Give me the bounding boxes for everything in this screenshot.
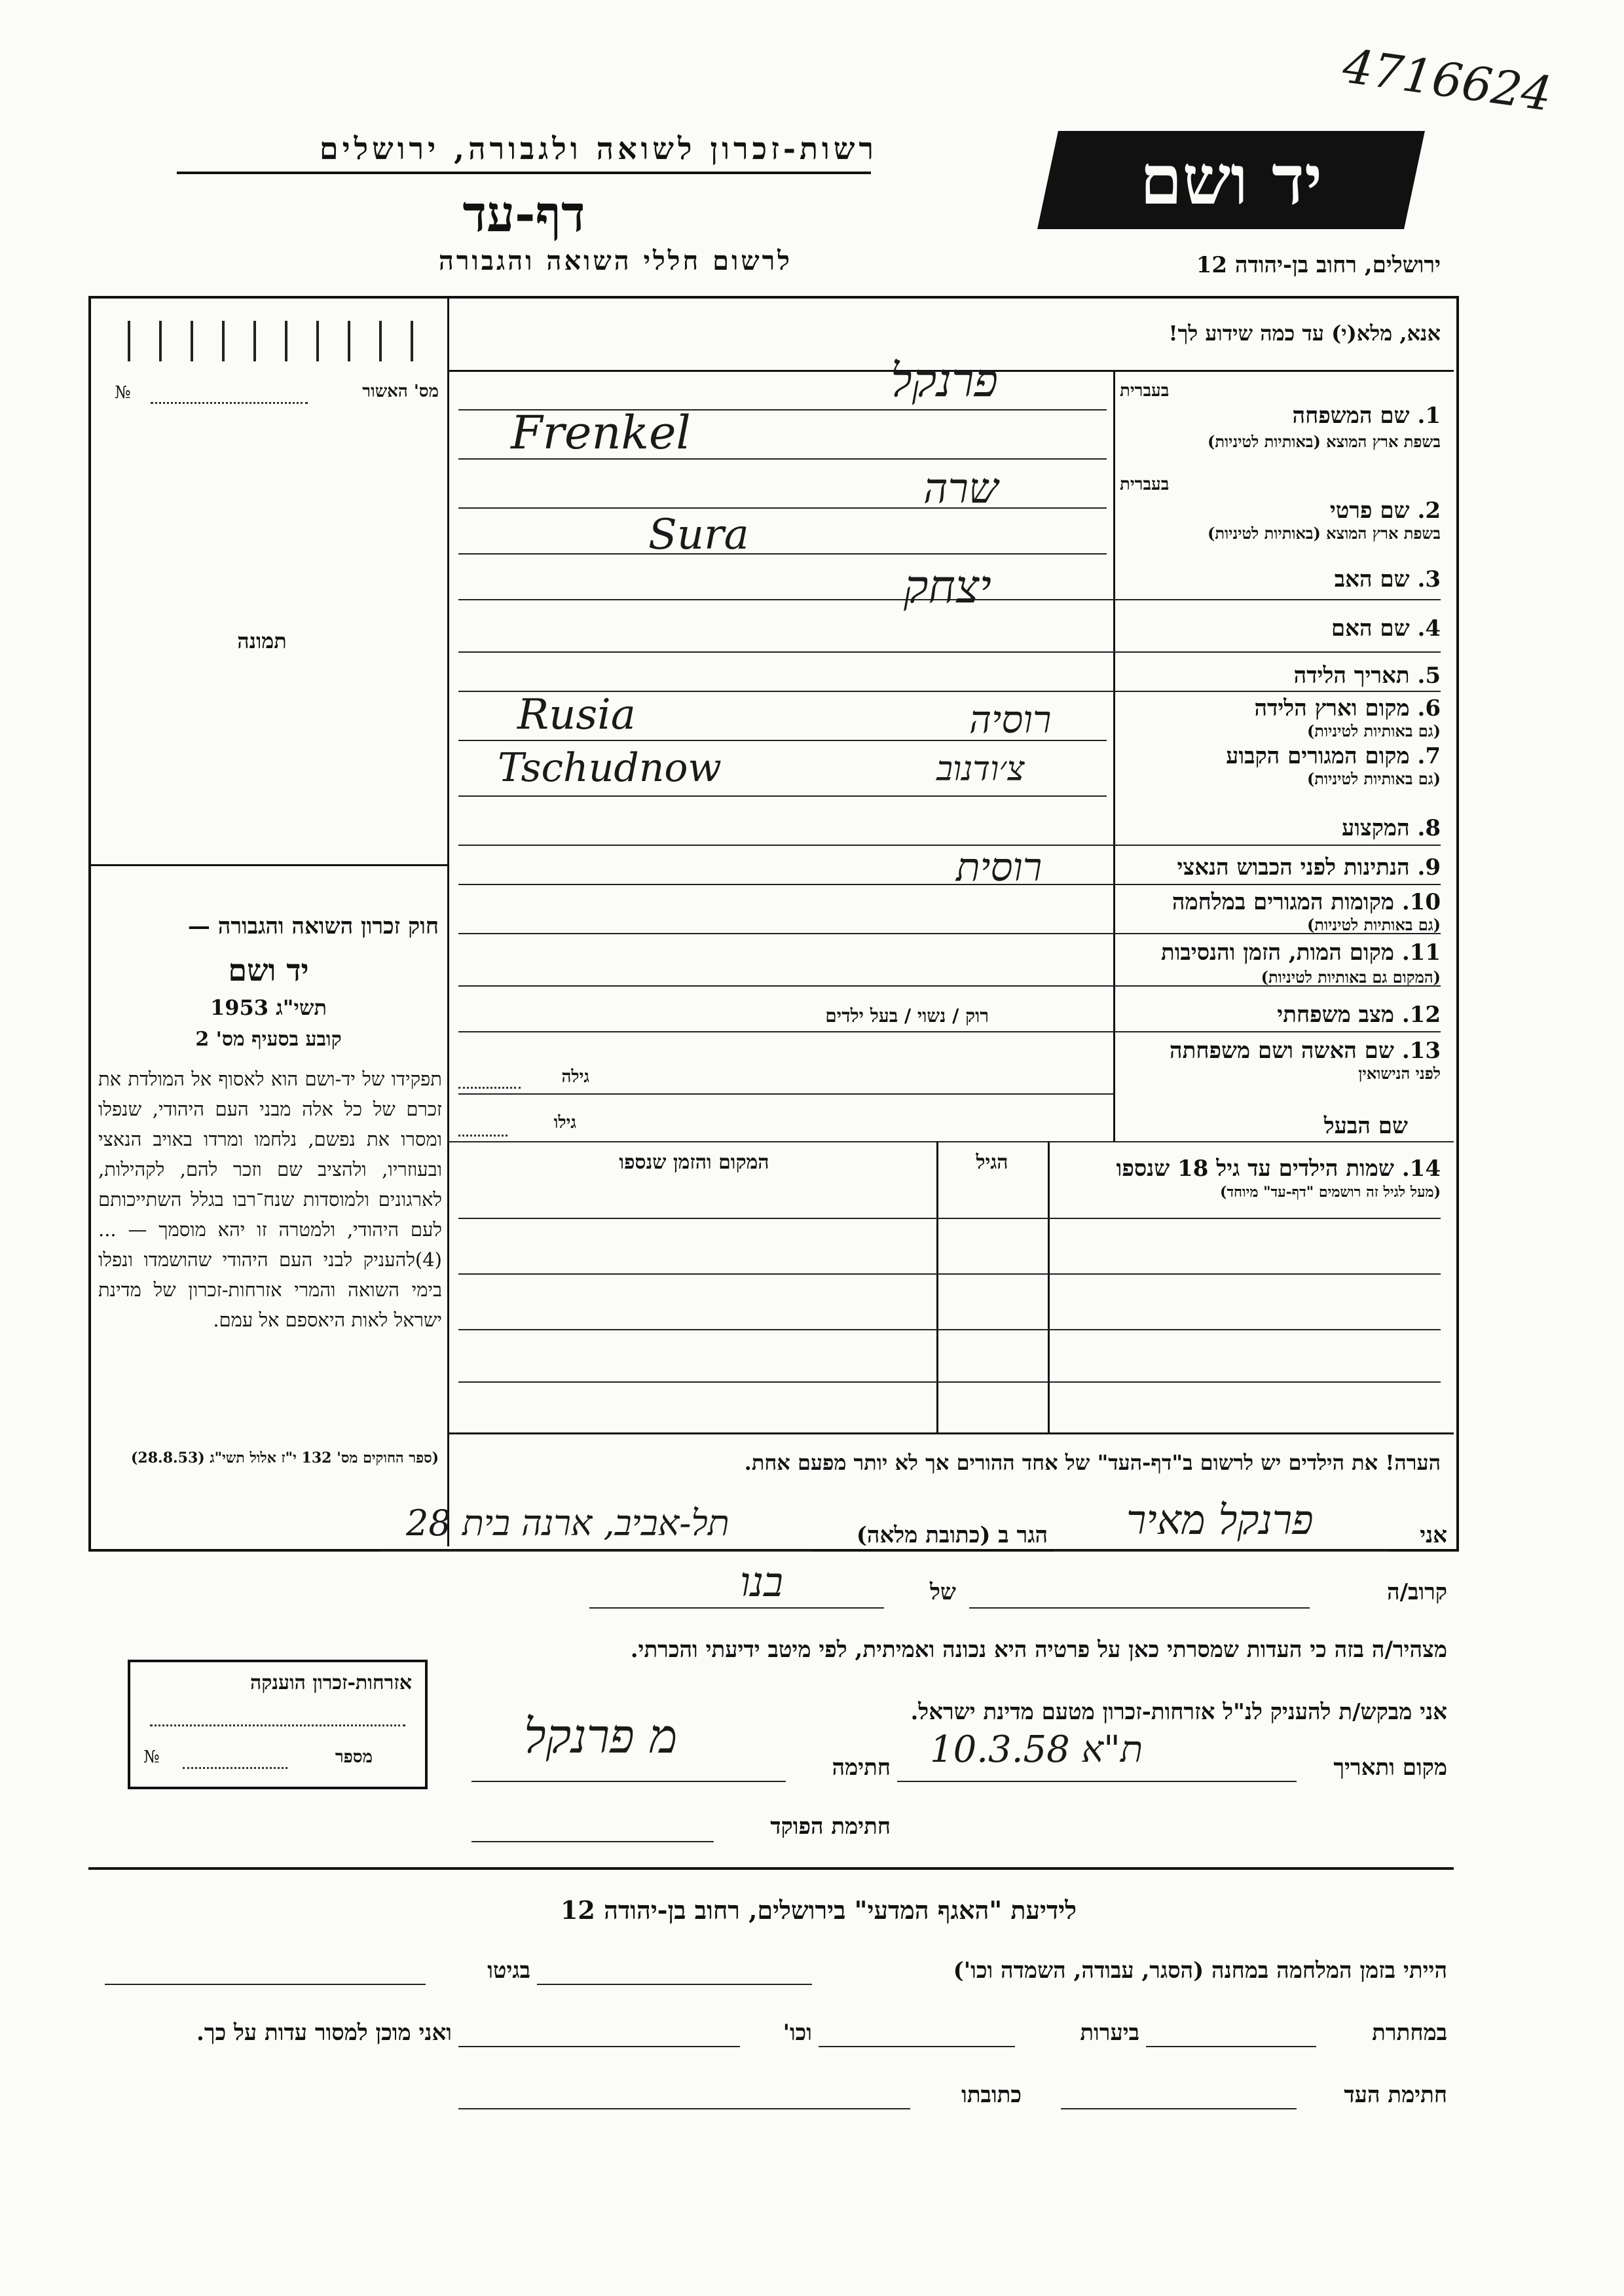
header-address: ירושלים, רחוב בן-יהודה 12 xyxy=(1196,252,1441,278)
footer-ghetto-label: בגיטו xyxy=(487,1958,530,1984)
decl-official-sig-label: חתימת הפוקד xyxy=(770,1813,891,1840)
field-8-label: 8. המקצוע xyxy=(1341,815,1441,841)
field-12-label: 12. מצב משפחתי xyxy=(1277,1002,1441,1028)
children-bottom-rule xyxy=(447,1432,1454,1434)
document-number: 4716624 xyxy=(1339,38,1555,122)
decl-i-label: אני xyxy=(1420,1522,1447,1548)
field-13-line[interactable] xyxy=(458,1093,1113,1095)
field-1-sub: בשפת ארץ המוצא (באותיות לטיניות) xyxy=(1208,432,1441,451)
decl-place-date-value[interactable]: ת"א 10.3.58 xyxy=(930,1728,1143,1771)
decl-name-line xyxy=(1054,1550,1388,1552)
citizenship-box xyxy=(128,1660,428,1789)
field-13-age-field[interactable] xyxy=(458,1087,521,1089)
children-row-2[interactable] xyxy=(458,1273,1441,1275)
frame-divider xyxy=(447,296,449,1546)
children-col-div-2 xyxy=(936,1141,938,1432)
field-11-line[interactable] xyxy=(458,985,1441,987)
law-year: תשי"ג 1953 xyxy=(210,995,327,1020)
field-2-value-latin[interactable]: Sura xyxy=(648,511,749,559)
footer-camp-line[interactable] xyxy=(537,1984,812,1985)
field-13-sub: לפני הנישואין xyxy=(1358,1064,1441,1083)
citizenship-box-field[interactable] xyxy=(150,1724,405,1726)
decl-name-value[interactable]: פרנקל מאיר xyxy=(1126,1496,1314,1544)
law-section: קובע בסעיף מס' 2 xyxy=(195,1028,342,1051)
field-2-he-line xyxy=(458,507,1107,509)
in-hebrew-1: בעברית xyxy=(1120,381,1170,401)
footer-underground-line[interactable] xyxy=(1146,2046,1316,2047)
approval-field[interactable] xyxy=(151,402,308,404)
footer-etc-label: וכו' xyxy=(783,2020,812,2046)
decl-address-label: הגר ב (כתובת מלאה) xyxy=(856,1522,1048,1548)
field-10-line[interactable] xyxy=(458,933,1441,934)
field-10-sub: (גם באותיות לטיניות) xyxy=(1306,915,1441,934)
field-1-value-he[interactable]: פרנקל xyxy=(891,354,999,407)
children-note: הערה! את הילדים יש לרשום ב"דף-העד" של אחד ההורים אך לא יותר מפעם אחת. xyxy=(744,1450,1441,1475)
decl-official-sig-line[interactable] xyxy=(471,1841,714,1842)
citizenship-number-mark: № xyxy=(143,1747,160,1767)
decl-statement: מצהיר/ה בזה כי העדות שמסרתי כאן על פרטיה היא נכונה ואמיתית, לפי מיטב ידיעתי והכרתי. xyxy=(630,1637,1447,1663)
children-label: 14. שמות הילדים עד גיל 18 שנספו xyxy=(1116,1156,1441,1182)
field-6-sub: (גם באותיות לטיניות) xyxy=(1306,721,1441,740)
footer-etc-line[interactable] xyxy=(458,2046,740,2047)
citizenship-number-field[interactable] xyxy=(183,1767,287,1769)
field-6-value-he[interactable]: רוסיה xyxy=(969,697,1052,742)
field-4-line[interactable] xyxy=(458,651,1441,653)
field-13-age-label: גילה xyxy=(561,1067,589,1087)
approval-label: מס' האשור xyxy=(362,382,439,401)
label-column-divider xyxy=(1113,370,1115,1141)
field-9-value[interactable]: רוסית xyxy=(956,845,1043,890)
field-2-sub: בשפת ארץ המוצא (באותיות לטיניות) xyxy=(1208,524,1441,543)
citizenship-box-title: אזרחות-זכרון הוענקה xyxy=(249,1671,412,1694)
field-12-options[interactable]: רוק / נשוי / בעל ילדים xyxy=(825,1005,989,1027)
law-citation: (ספר החוקים מס' 132 י"ז אלול תשי"ג (28.8.53) xyxy=(131,1449,439,1467)
decl-place-date-label: מקום ותאריך xyxy=(1333,1755,1447,1781)
footer-address-label: כתובתו xyxy=(961,2082,1022,2108)
husband-age-field[interactable] xyxy=(458,1135,507,1137)
children-row-4[interactable] xyxy=(458,1381,1441,1383)
field-7-value-latin[interactable]: Tschudnow xyxy=(498,745,722,791)
field-11-label: 11. מקום המות, הזמן והנסיבות xyxy=(1160,939,1441,966)
decl-signature-value[interactable]: מ פרנקל xyxy=(524,1709,678,1764)
footer-testimony: ואני מוכן למסור עדות על כך. xyxy=(196,2020,452,2046)
husband-label: שם הבעל xyxy=(1323,1113,1408,1139)
decl-of-value[interactable]: בנו xyxy=(740,1558,783,1606)
in-hebrew-2: בעברית xyxy=(1120,475,1170,494)
decl-address-line xyxy=(380,1550,812,1552)
field-2-latin-line xyxy=(458,553,1107,555)
field-6-value-latin[interactable]: Rusia xyxy=(517,691,636,739)
field-8-line[interactable] xyxy=(458,845,1441,846)
form-title: דף-עד xyxy=(462,185,585,243)
yad-vashem-logo xyxy=(1037,131,1425,229)
field-7-sub: (גם באותיות לטיניות) xyxy=(1306,769,1441,788)
decl-place-date-line xyxy=(897,1781,1297,1782)
children-col-age: הגיל xyxy=(976,1151,1008,1174)
field-6-label: 6. מקום וארץ הלידה xyxy=(1254,695,1441,721)
footer-line1: הייתי בזמן המלחמה במחנה (הסגר, עבודה, השמדה וכו') xyxy=(953,1958,1447,1984)
field-3-label: 3. שם האב xyxy=(1334,566,1441,592)
approval-mark: № xyxy=(115,383,131,403)
decl-relative-line[interactable] xyxy=(969,1607,1310,1609)
field-12-line xyxy=(458,1031,1441,1032)
field-2-value-he[interactable]: שרה xyxy=(923,465,999,513)
field-2-label: 2. שם פרטי xyxy=(1329,498,1441,524)
husband-line[interactable] xyxy=(447,1141,1454,1142)
decl-signature-label: חתימה xyxy=(832,1755,891,1781)
law-title: חוק זכרון השואה והגבורה — xyxy=(187,913,439,939)
footer-rule xyxy=(88,1867,1454,1870)
field-5-label: 5. תאריך הלידה xyxy=(1293,663,1441,689)
children-row-1[interactable] xyxy=(458,1218,1441,1219)
children-row-3[interactable] xyxy=(458,1329,1441,1330)
field-7-label: 7. מקום המגורים הקבוע xyxy=(1226,743,1441,769)
law-yad-vashem: יד ושם xyxy=(228,953,309,988)
field-10-label: 10. מקומות המגורים במלחמה xyxy=(1172,889,1441,915)
field-11-sub: (המקום גם באותיות לטיניות) xyxy=(1261,968,1441,987)
decl-of-label: של xyxy=(930,1579,956,1605)
husband-age-label: גילו xyxy=(553,1113,576,1133)
footer-forests-label: ביערות xyxy=(1080,2020,1139,2046)
decl-relative-label: קרוב/ה xyxy=(1387,1579,1447,1605)
decl-of-line xyxy=(589,1607,884,1609)
footer-title: לידיעת "האגף המדעי" בירושלים, רחוב בן-יהודה 12 xyxy=(560,1895,1077,1925)
form-subtitle: לרשום חללי השואה והגבורה xyxy=(438,246,792,276)
field-9-line xyxy=(458,884,1441,885)
footer-forests-line[interactable] xyxy=(819,2046,1015,2047)
authority-name: רשות-זכרון לשואה ולגבורה, ירושלים xyxy=(319,131,877,166)
photo-number-boxes xyxy=(128,321,442,364)
field-4-label: 4. שם האם xyxy=(1331,615,1441,642)
header-rule xyxy=(177,172,871,174)
children-col-div-1 xyxy=(1048,1141,1050,1432)
footer-witness-sig-line[interactable] xyxy=(1061,2108,1297,2109)
field-1-value-latin[interactable]: Frenkel xyxy=(511,406,691,460)
footer-address-line[interactable] xyxy=(458,2108,910,2109)
photo-bottom-rule xyxy=(88,864,447,866)
children-sub: (מעל לגיל זה רושמים "דף-עד" מיוחד) xyxy=(1220,1184,1441,1201)
decl-address-value[interactable]: תל-אביב, ארנה בית 28 xyxy=(406,1503,729,1544)
field-7-line xyxy=(458,795,1107,797)
children-col-place: המקום והזמן שנספו xyxy=(619,1151,769,1174)
field-13-label: 13. שם האשה ושם משפחתה xyxy=(1170,1038,1441,1064)
citizenship-number-label: מספר xyxy=(335,1747,373,1767)
footer-witness-sig-label: חתימת העד xyxy=(1344,2082,1447,2108)
field-9-label: 9. הנתינות לפני הכבוש הנאצי xyxy=(1177,854,1441,881)
field-7-value-he[interactable]: צ׳ודנוב xyxy=(936,750,1025,789)
law-body: תפקידו של יד-ושם הוא לאסוף אל המולדת את זכרם של כל אלה מבני העם היהודי, שנפלו ומסרו את נפשם, נלחמו ומרדו באויב הנאצי ובעוזריו, ולהציב שם וזכר להם, לקהילות, לארגונים ולמוסדות שנח־רבו בגלל השתייכותם לעם היהודי, ולמטרה זו יהא מוסמך — ...(4)להעניק לבני העם היהודי שהושמדו ונפלו בימי השואה והמרי אזרחות-זכרון של מדינת ישראל לאות היאספם אל עמם. xyxy=(98,1068,442,1331)
instruction: אנא, מלא(י) עד כמה שידוע לך! xyxy=(1168,321,1441,346)
decl-signature-line xyxy=(471,1781,786,1782)
photo-label: תמונה xyxy=(237,629,287,653)
logo-text: יד ושם xyxy=(1139,139,1323,220)
footer-underground-label: במחתרת xyxy=(1372,2020,1447,2046)
decl-request: אני מבקש/ת להעניק לנ"ל אזרחות-זכרון מטעם מדינת ישראל. xyxy=(910,1699,1447,1725)
field-3-value[interactable]: יצחק xyxy=(904,560,991,613)
footer-ghetto-line[interactable] xyxy=(105,1984,426,1985)
field-1-label: 1. שם המשפחה xyxy=(1292,403,1441,429)
